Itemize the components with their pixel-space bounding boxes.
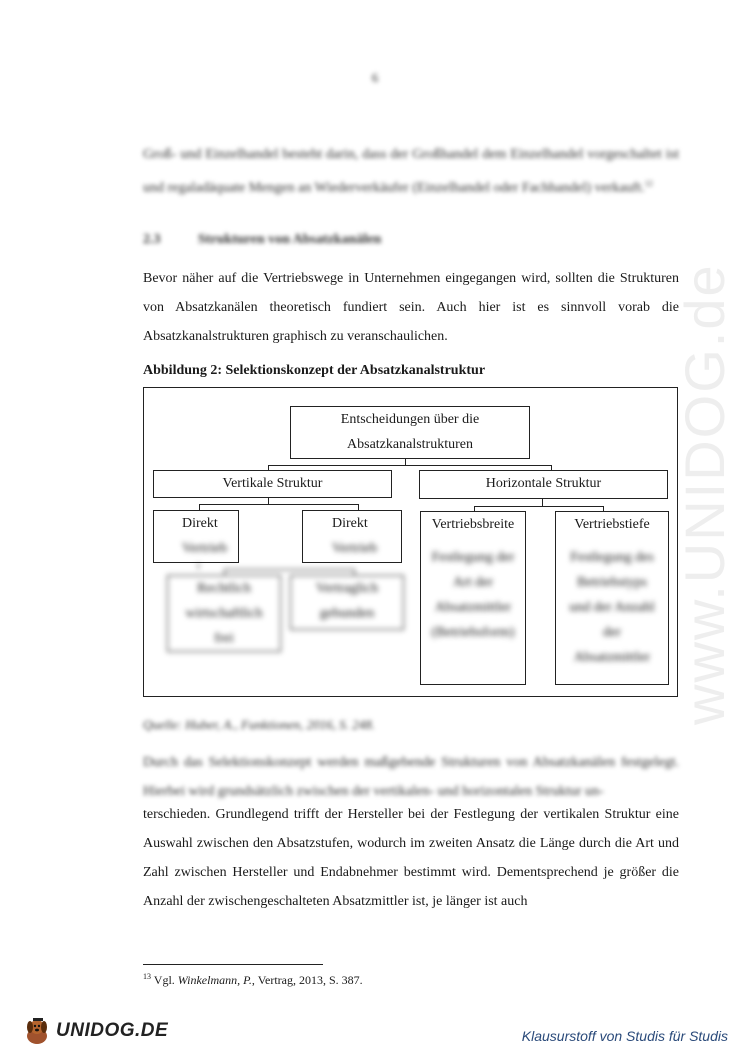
structure-diagram	[143, 387, 678, 697]
horizontal-structure-box: Horizontale Struktur	[419, 470, 668, 499]
depth-title: Vertriebstiefe	[574, 517, 650, 532]
direct-right-line-2: Vertrieb	[332, 541, 378, 556]
footer-tagline: Klausurstoff von Studis für Studis	[521, 1028, 728, 1044]
connector	[199, 504, 359, 505]
figure-caption: Abbildung 2: Selektionskonzept der Absatzkanalstruktur	[143, 363, 486, 378]
distribution-breadth-box	[420, 511, 526, 685]
section-heading	[143, 232, 381, 248]
footer-logo	[22, 1016, 168, 1046]
footnote-divider	[143, 964, 323, 965]
figure-source: Quelle: Huber, A., Funktionen, 2016, S. 248.	[143, 717, 375, 732]
contractually-bound-box: Vertraglich gebunden	[290, 575, 404, 630]
connector	[474, 506, 604, 507]
direct-left-line-2: Vertrieb	[182, 541, 228, 556]
paragraph-1: Bevor näher auf die Vertriebswege in Unternehmen eingegangen wird, sollten die Strukturen von Absatzkanälen theoretisch fundiert sein. Auch hier ist es sinnvoll vorab die Absatzkanalstrukturen graphisch zu veranschaulichen.	[143, 271, 679, 344]
connector	[542, 498, 543, 506]
paragraph-2-blurred: Durch das Selektionskonzept werden maßgebende Strukturen von Absatzkanälen festgelegt. Hierbei wird grundsätzlich zwischen der vertikalen- und horizontalen Struktur un-	[143, 755, 679, 799]
page-number: 6	[371, 70, 379, 85]
root-line-2: Absatzkanalstrukturen	[347, 437, 473, 452]
root-line-1: Entscheidungen über die	[340, 412, 480, 427]
legally-free-box: Rechtlich wirtschaftlich frei	[167, 575, 281, 652]
depth-description: Festlegung des Betriebstyps und der Anzahl der Absatzmittler	[569, 550, 655, 665]
watermark: www.UNIDOG.de	[673, 263, 736, 725]
footnote: $^{13}$ Vgl. Winkelmann, P., Vertrag, 2013, S. 387.	[143, 972, 363, 987]
root-box	[290, 406, 530, 459]
connector	[405, 458, 406, 465]
dog-mascot-icon	[22, 1016, 54, 1046]
breadth-title: Vertriebsbreite	[431, 517, 515, 532]
paragraph-2: terschieden. Grundlegend trifft der Hersteller bei der Festlegung der vertikalen Struktur eine Auswahl zwischen den Absatzstufen, wodurch im zweiten Ansatz die Länge durch die Art und Zahl zwischen Hersteller und Endabnehmer bestimmt wird. Dementsprechend je größer die Anzahl der zwischengeschalteten Absatzmittler ist, je länger ist auch	[143, 807, 679, 909]
section-title: Strukturen von Absatzkanälen	[198, 232, 382, 247]
direct-left-line-1: Direkt	[182, 516, 218, 531]
intro-paragraph: Groß- und Einzelhandel besteht darin, dass der Großhandel dem Einzelhandel vorgeschaltet ist und regaladäquate Mengen an Wiederverkäufer (Einzelhandel oder Fachhandel) verkauft.$^{12}$	[143, 147, 679, 196]
direct-sales-left-box	[153, 510, 239, 563]
section-number: 2.3	[143, 232, 161, 247]
footer-brand: UNIDOG.DE	[56, 1020, 169, 1041]
direct-right-line-1: Direkt	[332, 516, 368, 531]
vertical-structure-box: Vertikale Struktur	[153, 470, 392, 498]
connector	[268, 465, 552, 466]
distribution-depth-box	[555, 511, 669, 685]
direct-sales-right-box	[302, 510, 402, 563]
breadth-description: Festlegung der Art der Absatzmittler (Betriebsform)	[431, 550, 515, 640]
